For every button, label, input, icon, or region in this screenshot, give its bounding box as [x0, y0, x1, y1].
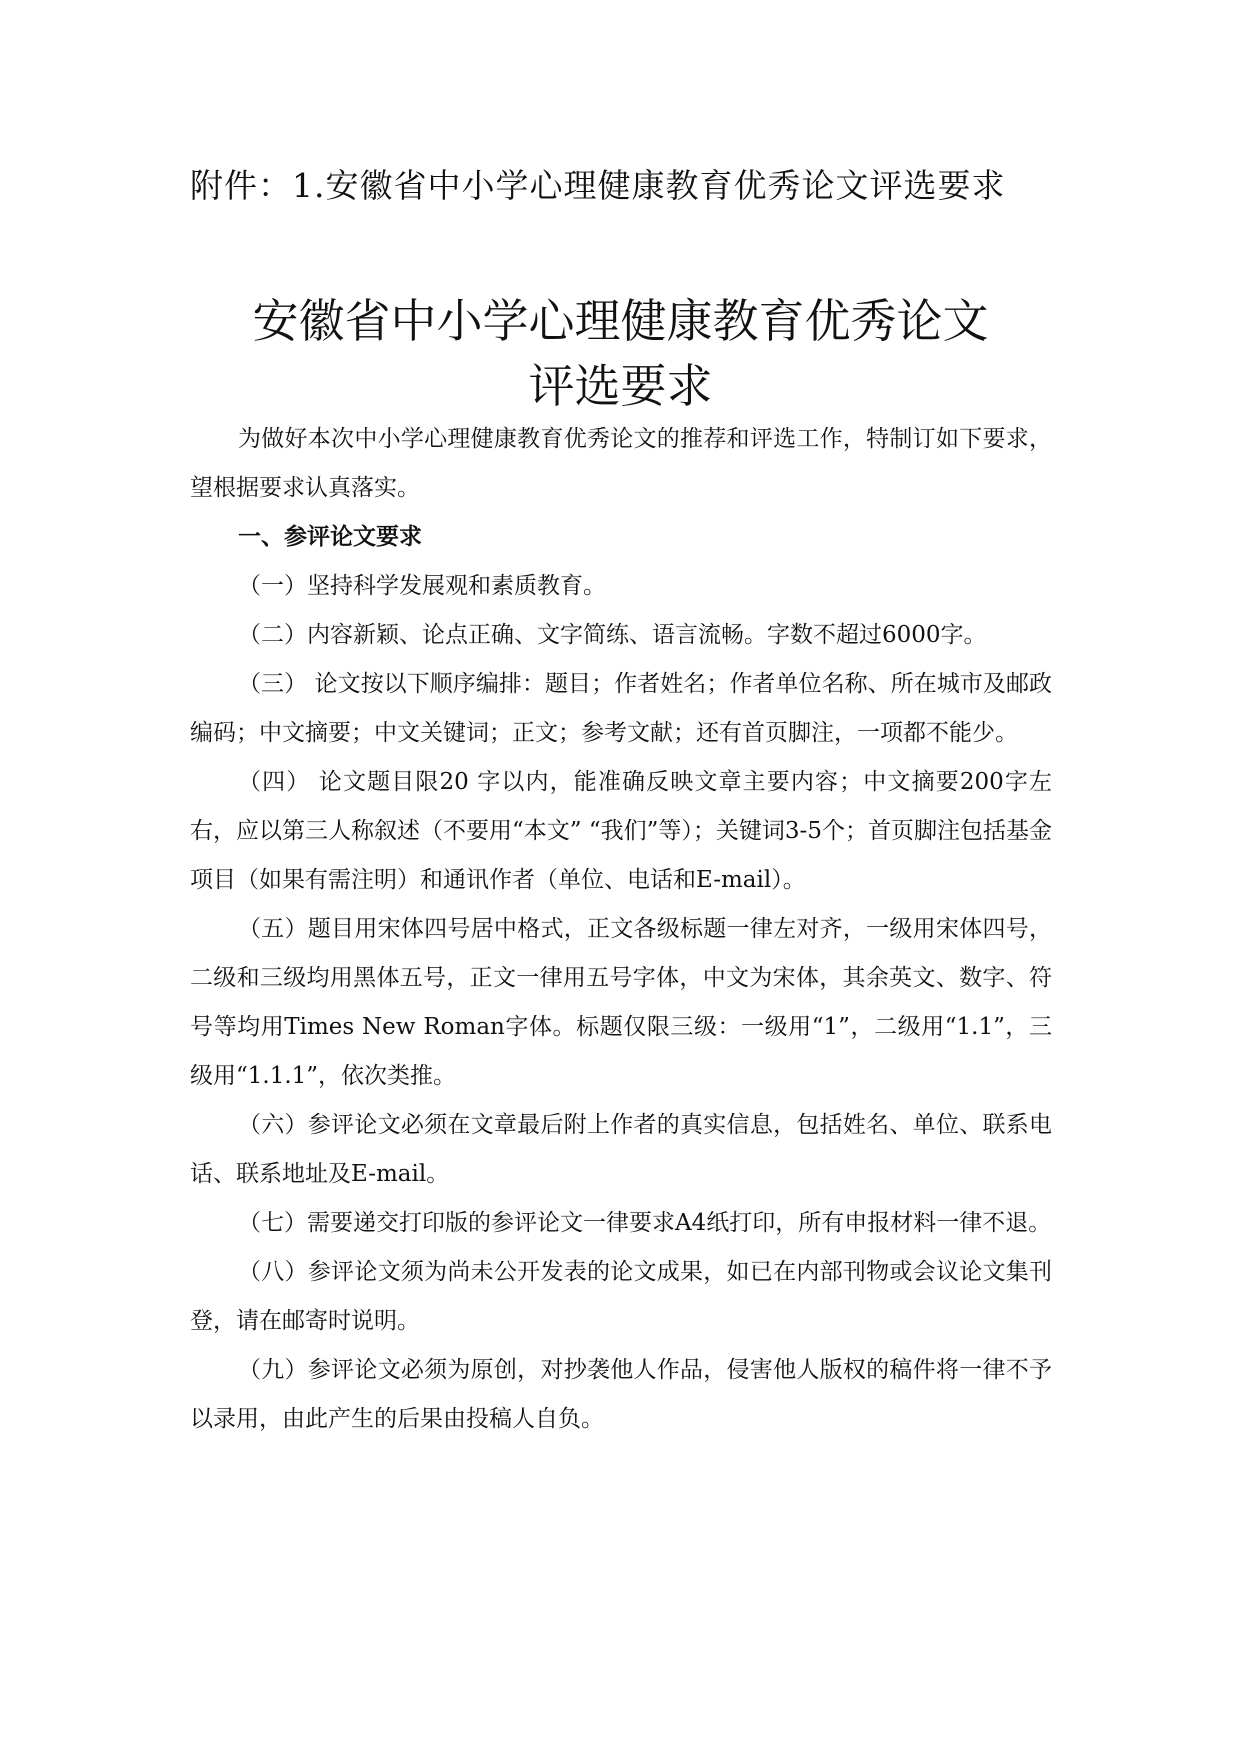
- attachment-line: 附件：1.安徽省中小学心理健康教育优秀论文评选要求: [190, 166, 1006, 205]
- document-title-line-2: 评选要求: [528, 359, 713, 413]
- requirement-item-8: （八）参评论文须为尚未公开发表的论文成果，如已在内部刊物或会议论文集刊登，请在邮寄时说明。: [190, 1259, 1052, 1334]
- requirement-item-2: （二）内容新颖、论点正确、文字简练、语言流畅。字数不超过6000字。: [238, 622, 987, 648]
- requirement-item-1: （一）坚持科学发展观和素质教育。: [238, 573, 606, 599]
- requirement-item-6: （六）参评论文必须在文章最后附上作者的真实信息，包括姓名、单位、联系电话、联系地址及E-mail。: [190, 1112, 1052, 1187]
- requirement-item-4: （四） 论文题目限20 字以内，能准确反映文章主要内容；中文摘要200字左右，应以第三人称叙述（不要用“本文” “我们”等）；关键词3-5个；首页脚注包括基金项目（如果有需注明）和通讯作者（单位、电话和E-mail）。: [190, 769, 1052, 893]
- requirement-item-7: （七）需要递交打印版的参评论文一律要求A4纸打印，所有申报材料一律不退。: [238, 1210, 1052, 1236]
- document-title-line-1: 安徽省中小学心理健康教育优秀论文: [252, 294, 989, 348]
- requirement-item-5: （五）题目用宋体四号居中格式，正文各级标题一律左对齐，一级用宋体四号，二级和三级均用黑体五号，正文一律用五号字体，中文为宋体，其余英文、数字、符号等均用Times New Roman字体。标题仅限三级：一级用“1”，二级用“1.1”，三级用“1.1.1”，依次类推。: [190, 916, 1052, 1089]
- document-body: [190, 415, 1052, 1444]
- requirement-item-3: （三） 论文按以下顺序编排：题目；作者姓名；作者单位名称、所在城市及邮政编码；中文摘要；中文关键词；正文；参考文献；还有首页脚注，一项都不能少。: [190, 671, 1052, 746]
- requirement-item-9: （九）参评论文必须为原创，对抄袭他人作品，侵害他人版权的稿件将一律不予以录用，由此产生的后果由投稿人自负。: [190, 1357, 1052, 1432]
- intro-paragraph: 为做好本次中小学心理健康教育优秀论文的推荐和评选工作，特制订如下要求，望根据要求认真落实。: [190, 426, 1052, 501]
- section-heading: 一、参评论文要求: [238, 524, 422, 550]
